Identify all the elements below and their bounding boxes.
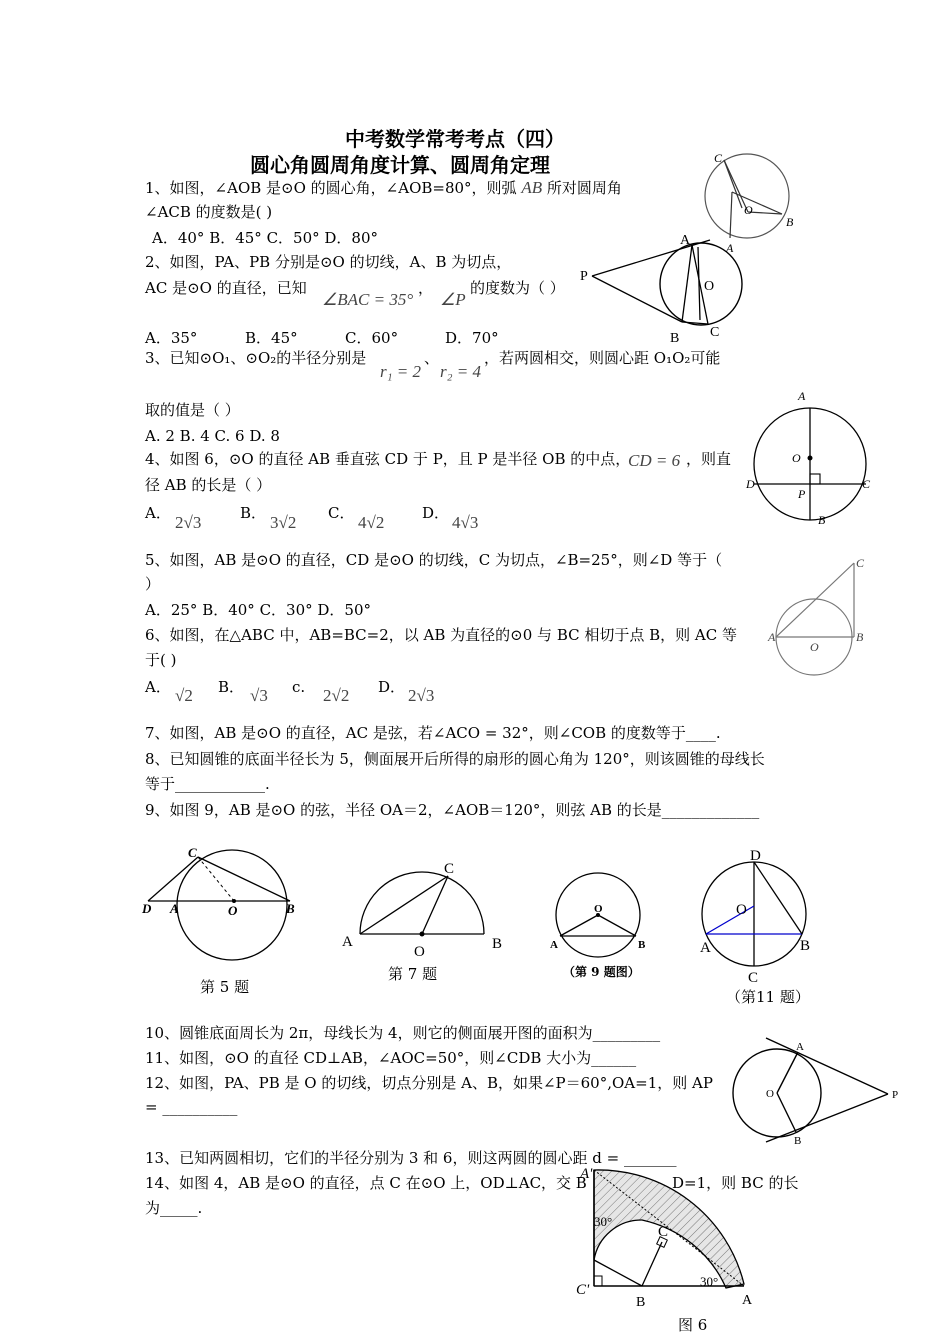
fig6-angle-bottom: 30°: [700, 1274, 719, 1289]
q2-angle-bac: ∠BAC = 35°: [322, 290, 414, 309]
q2-text-a: AC 是⊙O 的直径，已知: [145, 279, 307, 297]
q2-option-b: B．45°: [245, 329, 298, 347]
q6-label-d: D．: [378, 678, 406, 696]
fig11-label-o: O: [736, 902, 747, 918]
fig4-label-a: A: [798, 389, 806, 403]
fig4-label-d: D: [746, 477, 755, 491]
q6-value-d: 2√3: [408, 686, 435, 705]
fig6-angle-top: 30°: [594, 1214, 613, 1229]
fig5-label-o: O: [228, 903, 238, 918]
q1-text-a: 1、如图，∠AOB 是⊙O 的圆心角，∠AOB=80°，则弧: [145, 179, 517, 197]
q2-line2: [145, 278, 307, 298]
q12-line2: = __________: [145, 1098, 238, 1116]
fig12-diagram: [730, 1038, 910, 1148]
fig4-label-p: P: [798, 487, 806, 501]
fig12-label-o: O: [766, 1088, 774, 1100]
fig7-label-c: C: [444, 861, 455, 877]
fig1-label-a: A: [726, 241, 734, 255]
q6-value-b: √3: [250, 686, 268, 705]
fig7-label-b: B: [492, 936, 503, 952]
fig7-label-a: A: [342, 934, 353, 950]
q4-value-b: 3√2: [270, 513, 297, 532]
fig6-label-c: C: [658, 1224, 669, 1240]
fig6-label-c-prime: C': [576, 1282, 590, 1298]
fig2-label-c: C: [710, 325, 720, 340]
fig11-label-d: D: [750, 848, 761, 864]
fig1-circle: [705, 154, 789, 238]
fig2-label-p: P: [580, 269, 588, 284]
fig-q6-label-a: A: [768, 630, 776, 644]
fig11-label-a: A: [700, 940, 711, 956]
fig9-label-o: O: [594, 903, 603, 915]
q1-options: A．40° B．45° C．50° D．80°: [152, 229, 379, 247]
fig7-label-o: O: [414, 944, 425, 960]
q3-sep: 、: [424, 349, 440, 367]
fig12-label-a: A: [796, 1041, 804, 1053]
q6-line1: 6、如图，在△ABC 中，AB=BC=2，以 AB 为直径的⊙0 与 BC 相切于点 B，则 AC 等: [145, 626, 737, 644]
fig5-diagram: [142, 845, 312, 965]
q4-cd: CD = 6: [628, 451, 681, 470]
fig11-label-b: B: [800, 938, 811, 954]
q3-r2: r₂ = 4: [440, 362, 481, 381]
fig-q6-label-o: O: [810, 640, 819, 654]
fig6-label-a-prime: A': [580, 1166, 593, 1182]
fig11-caption: （第11 题）: [726, 988, 810, 1006]
q1-text-b: 所对圆周角: [546, 179, 622, 197]
q6-label-b: B．: [218, 678, 245, 696]
fig1-circle-diagram: [702, 151, 794, 255]
figure6-caption: 图 6: [678, 1316, 708, 1334]
fig11-diagram: [698, 846, 818, 986]
fig2-label-a: A: [680, 233, 691, 248]
q4-line1-a: 4、如图 6，⊙O 的直径 AB 垂直弦 CD 于 P，且 P 是半径 OB 的中点，: [145, 450, 631, 468]
q14-line1-a: 14、如图 4，AB 是⊙O 的直径，点 C 在⊙O 上，OD⊥AC，交 B: [145, 1174, 587, 1192]
q4-line2: 径 AB 的长是（ ）: [145, 476, 272, 494]
fig6-label-a: A: [742, 1293, 753, 1308]
q6-label-a: A．: [145, 678, 171, 696]
fig-q6-label-b: B: [856, 630, 864, 644]
q2-line1: 2、如图，PA、PB 分别是⊙O 的切线，A、B 为切点，: [145, 253, 512, 271]
q2-comma: ，: [418, 279, 434, 297]
fig9-label-a: A: [550, 939, 558, 951]
q2-text-b: 的度数为（ ）: [470, 279, 565, 297]
q4-line1-b: ，则直: [686, 450, 732, 468]
q2-option-a: A．35°: [145, 329, 198, 347]
fig4-label-c: C: [862, 477, 871, 491]
q11-text: 11、如图，⊙O 的直径 CD⊥AB，∠AOC=50°，则∠CDB 大小为______: [145, 1049, 637, 1067]
q4-label-a: A．: [145, 504, 171, 522]
fig1-label-b: B: [786, 215, 794, 229]
q4-label-d: D．: [422, 504, 450, 522]
q14-line1-b: D=1，则 BC 的长: [672, 1174, 799, 1192]
q4-value-a: 2√3: [175, 513, 202, 532]
q5-options: A．25° B．40° C．30° D．50°: [145, 601, 372, 619]
fig5-label-c: C: [188, 845, 197, 860]
fig5-label-b: B: [286, 901, 295, 916]
q13-text: 13、已知两圆相切，它们的半径分别为 3 和 6，则这两圆的圆心距 d = _______: [145, 1149, 677, 1167]
q1-line1: [145, 178, 622, 198]
fig9-diagram: [548, 868, 648, 968]
q1-line2: ∠ACB 的度数是( ): [145, 203, 273, 221]
q3-options: A. 2 B. 4 C. 6 D. 8: [145, 427, 280, 445]
q14-line2: 为_____.: [145, 1199, 203, 1217]
q4-label-c: C．: [328, 504, 355, 522]
fig4-label-o: O: [792, 451, 801, 465]
fig-q6-label-c: C: [856, 556, 865, 570]
q4-value-d: 4√3: [452, 513, 479, 532]
q6-line2: 于( ): [145, 651, 177, 669]
q3-r1: r₁ = 2: [380, 362, 421, 381]
q3-line1-b: ，若两圆相交，则圆心距 O₁O₂可能: [484, 349, 721, 367]
fig2-tangent-diagram: [578, 232, 748, 346]
q6-value-a: √2: [175, 686, 193, 705]
fig-q6-triangle-diagram: [768, 555, 878, 675]
fig2-label-b: B: [670, 331, 680, 346]
q2-angle-p: ∠P: [440, 290, 466, 309]
q1-arc: AB: [521, 178, 543, 197]
q5-line1: 5、如图，AB 是⊙O 的直径，CD 是⊙O 的切线，C 为切点，∠B=25°，则∠D 等于（: [145, 551, 723, 569]
fig12-label-b: B: [794, 1135, 802, 1147]
q12-line1: 12、如图，PA、PB 是 O 的切线，切点分别是 A、B，如果∠P＝60°,OA=1，则 AP: [145, 1074, 713, 1092]
q4-value-c: 4√2: [358, 513, 385, 532]
fig12-label-p: P: [892, 1089, 899, 1101]
q3-line1-a: 3、已知⊙O₁、⊙O₂的半径分别是: [145, 349, 367, 367]
fig5-label-d: D: [142, 901, 152, 916]
q4-label-b: B．: [240, 504, 267, 522]
fig11-label-c: C: [748, 970, 759, 986]
q2-option-c: C．60°: [345, 329, 399, 347]
q3-line2: 取的值是（ ）: [145, 401, 240, 419]
fig4-chord-diagram: [746, 388, 876, 528]
fig6-label-b: B: [636, 1295, 646, 1310]
q5-line2: ）: [145, 575, 161, 593]
fig9-caption: （第 9 题图）: [563, 965, 640, 979]
fig7-caption: 第 7 题: [388, 965, 438, 983]
page-subtitle: 圆心角圆周角度计算、圆周角定理: [250, 153, 550, 177]
q6-value-c: 2√2: [323, 686, 350, 705]
fig7-diagram: [340, 858, 510, 958]
fig4-label-b: B: [818, 513, 826, 527]
fig1-label-c: C: [714, 151, 723, 165]
figure6-sector-diagram: [576, 1164, 776, 1324]
fig9-label-b: B: [638, 939, 646, 951]
q8-line2: 等于____________.: [145, 775, 270, 793]
page-title: 中考数学常考考点（四）: [345, 127, 565, 151]
fig1-label-o: O: [744, 203, 753, 217]
q10-text: 10、圆锥底面周长为 2π，母线长为 4，则它的侧面展开图的面积为_________: [145, 1024, 661, 1042]
fig5-caption: 第 5 题: [200, 978, 250, 996]
q8-line1: 8、已知圆锥的底面半径长为 5，侧面展开后所得的扇形的圆心角为 120°，则该圆锥的母线长: [145, 750, 765, 768]
q9-text: 9、如图 9，AB 是⊙O 的弦，半径 OA＝2，∠AOB＝120°，则弦 AB 的长是_____________: [145, 801, 760, 819]
q7-text: 7、如图，AB 是⊙O 的直径，AC 是弦，若∠ACO = 32°，则∠COB 的度数等于____.: [145, 724, 721, 742]
q6-label-c: c.: [292, 678, 306, 696]
q2-option-d: D．70°: [445, 329, 499, 347]
fig2-label-o: O: [704, 279, 715, 294]
fig5-label-a: A: [170, 901, 179, 916]
